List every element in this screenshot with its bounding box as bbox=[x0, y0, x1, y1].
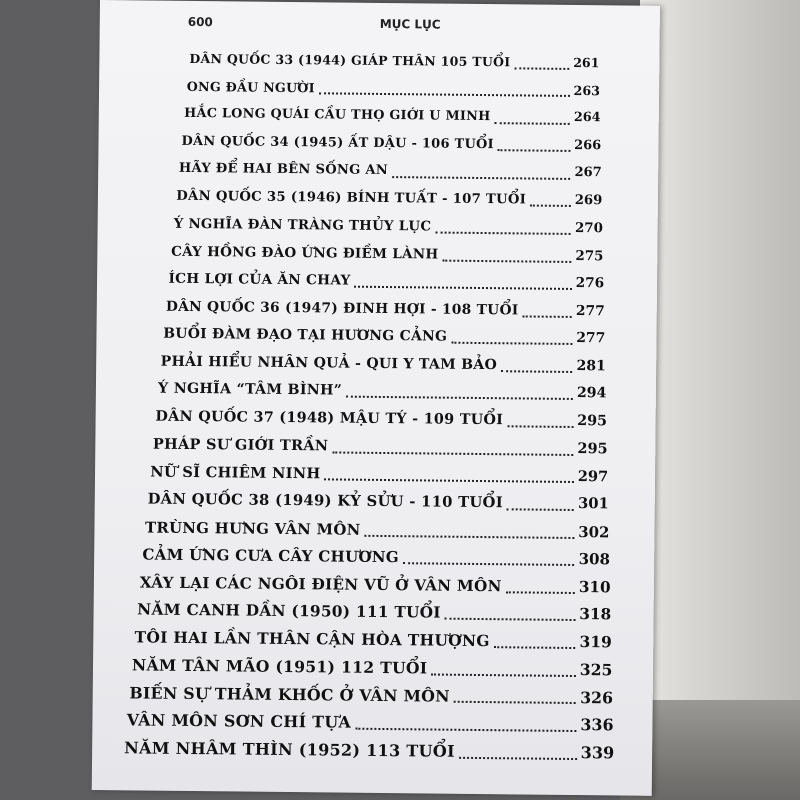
toc-entry-page: 267 bbox=[574, 165, 602, 181]
toc-entry bbox=[153, 436, 608, 458]
toc-entry-page: 319 bbox=[579, 632, 612, 652]
toc-entry bbox=[132, 656, 613, 680]
toc-leader-dots bbox=[332, 451, 573, 456]
toc-leader-dots bbox=[324, 479, 573, 484]
toc-entry bbox=[124, 738, 614, 762]
toc-entry-title: NỮ SĨ CHIÊM NINH bbox=[150, 463, 321, 483]
toc-entry-page: 318 bbox=[579, 605, 612, 624]
toc-entry bbox=[166, 298, 605, 319]
toc-entry-title: NĂM CANH DẦN (1950) 111 TUỔI bbox=[137, 600, 441, 622]
toc-entry-title: ONG ĐẦU NGƯỜI bbox=[186, 78, 315, 95]
toc-entry bbox=[168, 271, 604, 292]
toc-entry-page: 326 bbox=[580, 688, 614, 708]
toc-entry-title: PHÁP SƯ GIỚI TRẦN bbox=[152, 435, 329, 455]
toc-entry bbox=[158, 381, 607, 402]
toc-entry-page: 297 bbox=[577, 467, 609, 486]
toc-entry-title: Ý NGHĨA “TÂM BÌNH” bbox=[158, 380, 343, 399]
toc-entry-title: TRÙNG HƯNG VÂN MÔN bbox=[144, 518, 361, 539]
toc-entry-title: DÂN QUỐC 35 (1946) BÍNH TUẤT - 107 TUỔI bbox=[176, 188, 527, 208]
toc-entry bbox=[137, 601, 611, 624]
toc-entry-title: Ý NGHĨA ĐÀN TRÀNG THỦY LỤC bbox=[173, 215, 432, 235]
toc-entry-page: 339 bbox=[580, 743, 615, 763]
toc-entry bbox=[150, 463, 608, 485]
toc-entry bbox=[176, 188, 602, 207]
toc-leader-dots bbox=[506, 591, 575, 594]
toc-entry-page: 275 bbox=[575, 247, 604, 264]
toc-entry bbox=[163, 326, 605, 347]
book-page bbox=[92, 0, 660, 796]
toc-entry bbox=[155, 408, 607, 429]
toc-entry-title: VÂN MÔN SƠN CHÍ TỰA bbox=[126, 710, 352, 733]
toc-entry bbox=[184, 106, 601, 125]
toc-entry bbox=[148, 491, 609, 513]
toc-leader-dots bbox=[364, 535, 574, 539]
toc-entry-page: 261 bbox=[573, 54, 600, 71]
toc-entry-page: 264 bbox=[573, 110, 601, 126]
toc-entry-page: 308 bbox=[578, 550, 611, 569]
page-number: 600 bbox=[187, 14, 213, 30]
toc-entry-page: 295 bbox=[577, 412, 608, 430]
toc-entry-title: ÍCH LỢI CỦA ĂN CHAY bbox=[168, 270, 351, 289]
toc-entry-page: 277 bbox=[576, 330, 606, 347]
toc-leader-dots bbox=[514, 67, 569, 70]
toc-leader-dots bbox=[507, 508, 574, 511]
toc-leader-dots bbox=[494, 646, 576, 649]
toc-entry-title: DÂN QUỐC 38 (1949) KỶ SỬU - 110 TUỔI bbox=[147, 490, 504, 512]
toc-entry-title: DÂN QUỐC 36 (1947) ĐINH HỢI - 108 TUỔI bbox=[165, 298, 519, 319]
toc-entry-page: 325 bbox=[579, 660, 613, 680]
toc-entry-title: HÃY ĐỂ HAI BÊN SỐNG AN bbox=[178, 160, 389, 179]
toc-leader-dots bbox=[355, 728, 576, 732]
toc-entry-title: BIẾN SỰ THẢM KHỐC Ở VÂN MÔN bbox=[129, 683, 451, 706]
toc-leader-dots bbox=[392, 176, 570, 180]
toc-entry-title: NĂM TÂN MÃO (1951) 112 TUỔI bbox=[131, 655, 428, 678]
toc-leader-dots bbox=[459, 756, 577, 759]
toc-entry bbox=[161, 353, 606, 374]
toc-entry-title: BUỔI ĐÀM ĐẠO TẠI HƯƠNG CẢNG bbox=[163, 325, 448, 345]
toc-entry bbox=[179, 161, 602, 180]
toc-leader-dots bbox=[445, 618, 575, 621]
toc-entry bbox=[187, 78, 600, 97]
toc-entry bbox=[134, 628, 611, 651]
toc-entry-page: 295 bbox=[577, 440, 608, 458]
toc-entry-page: 269 bbox=[574, 192, 603, 208]
toc-entry bbox=[129, 683, 613, 707]
toc-leader-dots bbox=[498, 149, 570, 152]
toc-entry-page: 263 bbox=[573, 82, 601, 98]
table-of-contents bbox=[92, 0, 660, 796]
toc-entry-page: 276 bbox=[575, 275, 605, 292]
toc-entry bbox=[174, 216, 603, 236]
toc-leader-dots bbox=[403, 563, 575, 567]
toc-entry bbox=[127, 711, 614, 735]
page-title: MỤC LỤC bbox=[379, 16, 441, 32]
toc-leader-dots bbox=[346, 396, 573, 400]
toc-leader-dots bbox=[494, 122, 569, 125]
toc-leader-dots bbox=[319, 92, 570, 97]
toc-entry bbox=[140, 573, 611, 596]
toc-entry-page: 277 bbox=[575, 302, 605, 319]
toc-leader-dots bbox=[454, 701, 576, 704]
toc-leader-dots bbox=[501, 370, 573, 373]
toc-leader-dots bbox=[507, 425, 573, 428]
toc-entry-title: DÂN QUỐC 34 (1945) ẤT DẬU - 106 TUỔI bbox=[181, 133, 494, 152]
toc-entry-page: 266 bbox=[574, 137, 602, 153]
toc-leader-dots bbox=[451, 342, 572, 345]
toc-entry bbox=[145, 518, 610, 541]
toc-entry-page: 336 bbox=[580, 715, 614, 735]
toc-entry-title: NĂM NHÂM THÌN (1952) 113 TUỔI bbox=[124, 738, 455, 761]
background-right bbox=[640, 0, 800, 800]
toc-entry-title: DÂN QUỐC 37 (1948) MẬU TÝ - 109 TUỔI bbox=[155, 408, 504, 428]
toc-entry-page: 294 bbox=[576, 385, 607, 402]
toc-entry-page: 310 bbox=[578, 577, 611, 597]
toc-entry-title: DÂN QUỐC 33 (1944) GIÁP THÂN 105 TUỔI bbox=[189, 50, 511, 70]
toc-entry-page: 301 bbox=[577, 495, 609, 513]
toc-leader-dots bbox=[435, 232, 571, 235]
toc-entry-title: CẢM ỨNG CƯA CÂY CHƯƠNG bbox=[142, 545, 400, 567]
toc-entry-page: 270 bbox=[574, 220, 603, 237]
toc-entry bbox=[171, 243, 604, 264]
toc-entry-page: 281 bbox=[576, 357, 606, 375]
toc-entry-title: CÂY HỒNG ĐÀO ỨNG ĐIỀM LÀNH bbox=[171, 243, 439, 263]
toc-entry bbox=[181, 133, 601, 152]
toc-leader-dots bbox=[431, 673, 575, 677]
toc-leader-dots bbox=[354, 286, 571, 290]
toc-entry bbox=[142, 546, 610, 569]
toc-entry-page: 302 bbox=[578, 522, 610, 542]
toc-entry-title: HẮC LONG QUÁI CẦU THỌ GIỚI U MINH bbox=[184, 105, 491, 125]
toc-entry-title: PHẢI HIỂU NHÂN QUẢ - QUI Y TAM BẢO bbox=[160, 353, 498, 373]
toc-leader-dots bbox=[530, 205, 571, 207]
toc-entry bbox=[189, 51, 599, 70]
toc-entry-title: TÔI HAI LẦN THÂN CẬN HÒA THƯỢNG bbox=[134, 628, 490, 651]
toc-leader-dots bbox=[442, 259, 571, 262]
toc-leader-dots bbox=[522, 315, 571, 318]
toc-entry-title: XÂY LẠI CÁC NGÔI ĐIỆN VŨ Ở VÂN MÔN bbox=[139, 573, 502, 596]
